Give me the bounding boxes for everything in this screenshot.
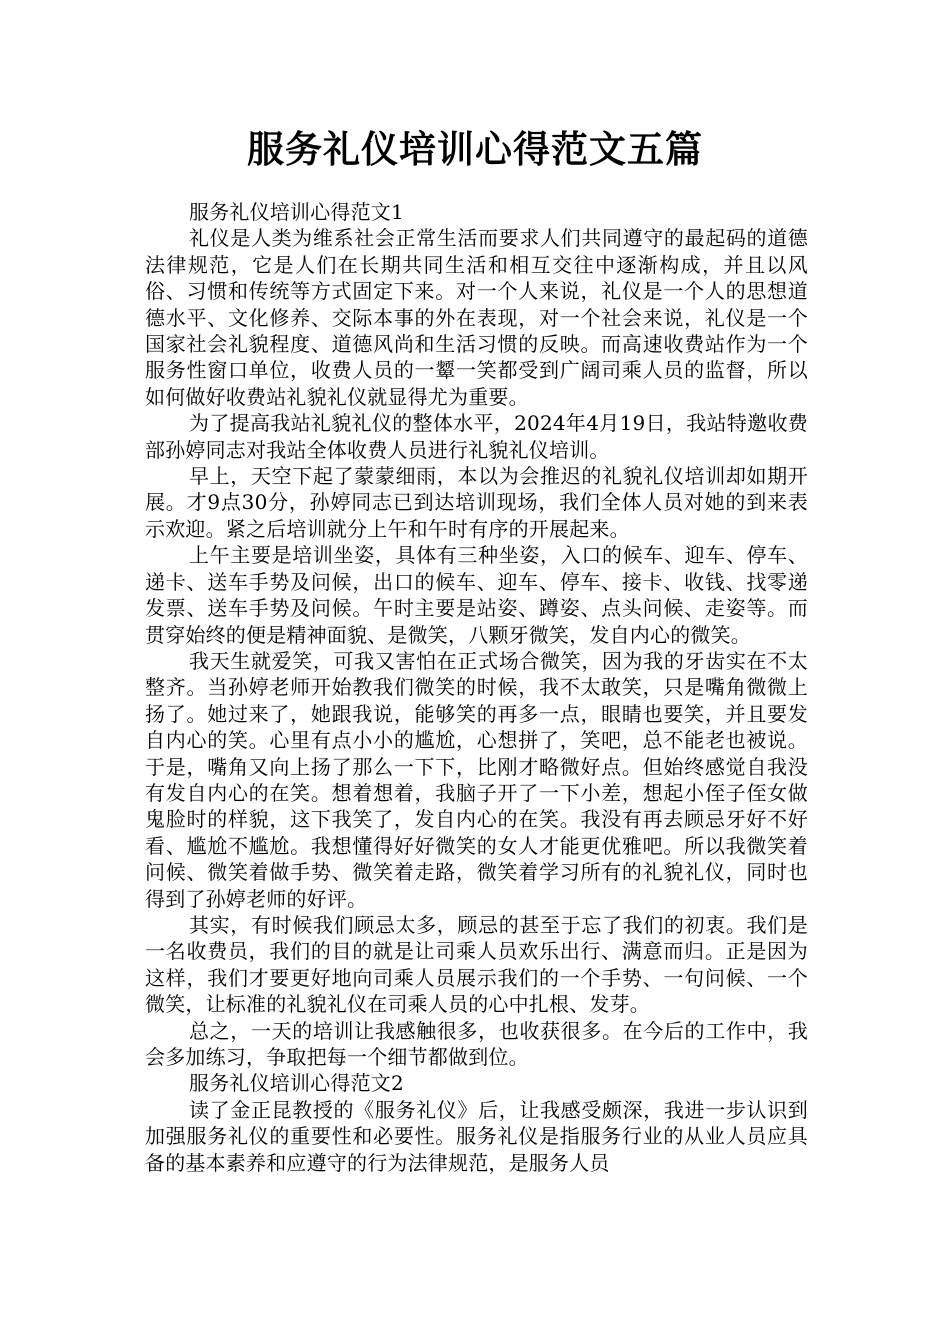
document-title: 服务礼仪培训心得范文五篇 (247, 128, 703, 171)
paragraph: 其实，有时候我们顾忌太多，顾忌的甚至于忘了我们的初衷。我们是一名收费员，我们的目的就是让司乘人员欢乐出行、满意而归。正是因为这样，我们才要更好地向司乘人员展示我们的一个手势、一句问候、一个微笑，让标准的礼貌礼仪在司乘人员的心中扎根、发芽。 (145, 912, 808, 1017)
paragraph: 礼仪是人类为维系社会正常生活而要求人们共同遵守的最起码的道德法律规范，它是人们在长期共同生活和相互交往中逐渐构成，并且以风俗、习惯和传统等方式固定下来。对一个人来说，礼仪是一个人的思想道德水平、文化修养、交际本事的外在表现，对一个社会来说，礼仪是一个国家社会礼貌程度、道德风尚和生活习惯的反映。而高速收费站作为一个服务性窗口单位，收费人员的一颦一笑都受到广阔司乘人员的监督，所以如何做好收费站礼貌礼仪就显得尤为重要。 (145, 226, 808, 409)
section-heading-1: 服务礼仪培训心得范文1 (189, 200, 404, 224)
section-heading-2: 服务礼仪培训心得范文2 (189, 1071, 404, 1096)
paragraph: 早上，天空下起了蒙蒙细雨，本以为会推迟的礼貌礼仪培训却如期开展。才9点30分，孙婷同志已到达培训现场，我们全体人员对她的到来表示欢迎。紧之后培训就分上午和午时有序的开展起来。 (145, 464, 808, 541)
paragraph: 总之，一天的培训让我感触很多，也收获很多。在今后的工作中，我会多加练习，争取把每一个细节都做到位。 (145, 1018, 808, 1069)
paragraph: 上午主要是培训坐姿，具体有三种坐姿，入口的候车、迎车、停车、递卡、送车手势及问候，出口的候车、迎车、停车、接卡、收钱、找零递发票、送车手势及问候。午时主要是站姿、蹲姿、点头问候、走姿等。而贯穿始终的便是精神面貌、是微笑，八颗牙微笑，发自内心的微笑。 (145, 543, 808, 647)
paragraph: 读了金正昆教授的《服务礼仪》后，让我感受颇深，我进一步认识到加强服务礼仪的重要性和必要性。服务礼仪是指服务行业的从业人员应具备的基本素养和应遵守的行为法律规范，是服务人员 (145, 1097, 808, 1175)
document-body (145, 199, 808, 1176)
paragraph: 为了提高我站礼貌礼仪的整体水平，2024年4月19日，我站特邀收费部孙婷同志对我站全体收费人员进行礼貌礼仪培训。 (145, 411, 808, 462)
paragraph: 我天生就爱笑，可我又害怕在正式场合微笑，因为我的牙齿实在不太整齐。当孙婷老师开始教我们微笑的时候，我不太敢笑，只是嘴角微微上扬了。她过来了，她跟我说，能够笑的再多一点，眼睛也要笑，并且要发自内心的笑。心里有点小小的尴尬，心想拼了，笑吧，总不能老也被说。于是，嘴角又向上扬了那么一下下，比刚才略微好点。但始终感觉自我没有发自内心的在笑。想着想着，我脑子开了一下小差，想起小侄子侄女做鬼脸时的样貌，这下我笑了，发自内心的在笑。我没有再去顾忌牙好不好看、尴尬不尴尬。我想懂得好好微笑的女人才能更优雅吧。所以我微笑着问候、微笑着做手势、微笑着走路，微笑着学习所有的礼貌礼仪，同时也得到了孙婷老师的好评。 (145, 648, 808, 911)
